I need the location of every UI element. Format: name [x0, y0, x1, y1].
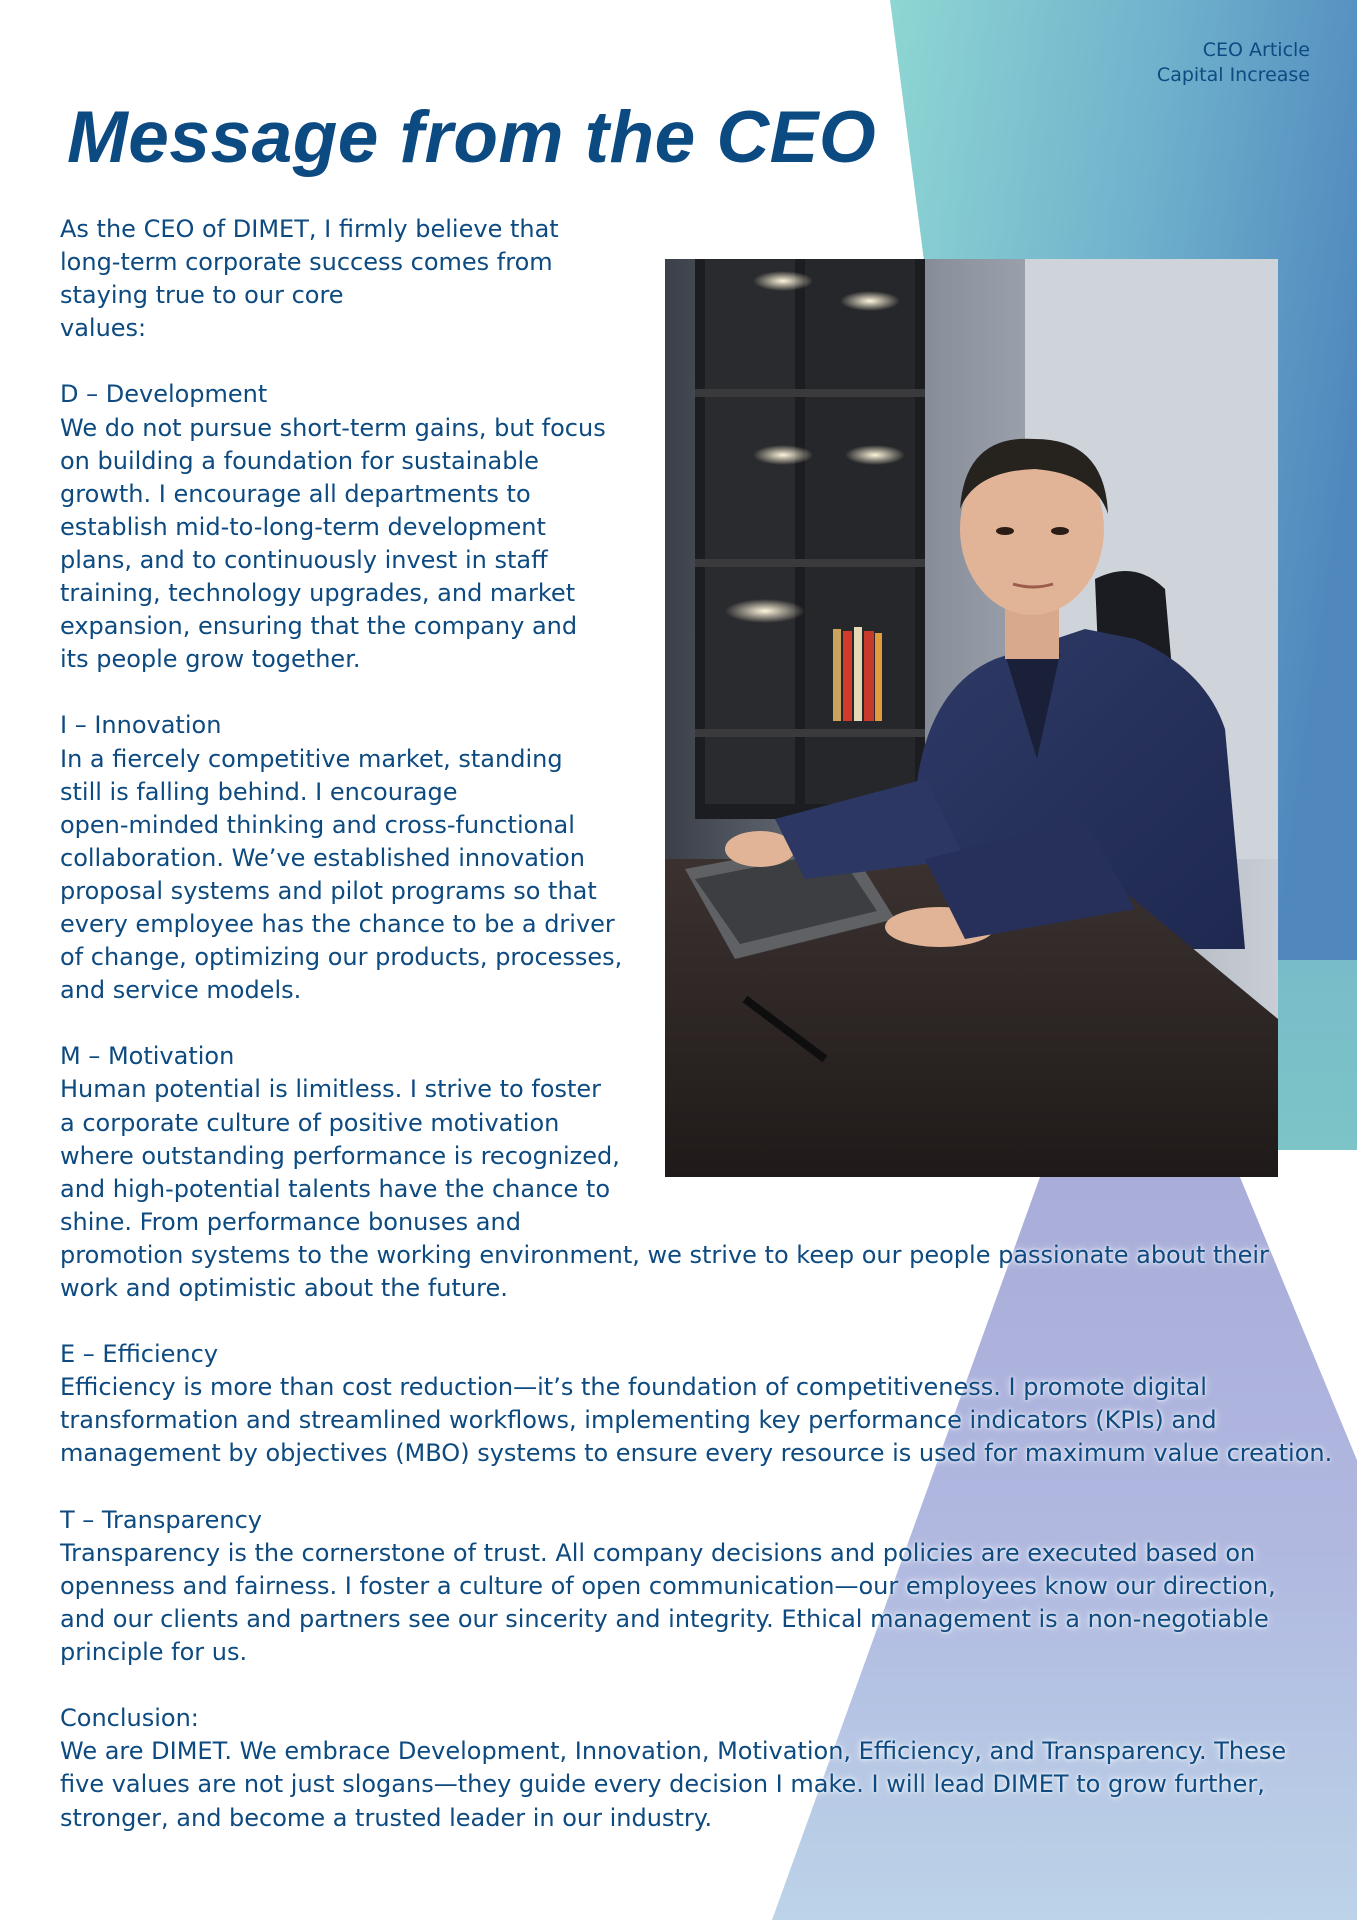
section-line: of change, optimizing our products, processes, — [60, 943, 623, 972]
header-tag-capital-increase: Capital Increase — [1156, 64, 1310, 86]
section-motivation — [60, 1040, 1332, 1305]
intro-line: values: — [60, 314, 147, 343]
header-tags — [1157, 38, 1310, 88]
section-efficiency — [60, 1338, 1332, 1470]
section-line: and high-potential talents have the chance to — [60, 1174, 610, 1203]
section-line: We do not pursue short-term gains, but focus — [60, 413, 606, 442]
section-line: plans, and to continuously invest in staff — [60, 545, 548, 574]
section-line: open-minded thinking and cross-functional — [60, 810, 575, 839]
section-line: Transparency is the cornerstone of trust. All company decisions and policies are executed based on — [60, 1538, 1256, 1567]
section-line: Human potential is limitless. I strive to foster — [60, 1075, 602, 1104]
section-line: proposal systems and pilot programs so that — [60, 876, 597, 905]
section-line: openness and fairness. I foster a culture of open communication—our employees know our direction, — [60, 1571, 1276, 1600]
section-line: principle for us. — [60, 1638, 248, 1667]
intro-line: staying true to our core — [60, 281, 344, 310]
section-line: expansion, ensuring that the company and — [60, 612, 578, 641]
section-line: still is falling behind. I encourage — [60, 777, 458, 806]
section-transparency — [60, 1504, 1332, 1669]
intro-line: As the CEO of DIMET, I firmly believe that — [60, 215, 559, 243]
section-line: where outstanding performance is recognized, — [60, 1141, 620, 1170]
section-heading: Conclusion: — [60, 1704, 199, 1733]
section-line: and service models. — [60, 976, 302, 1005]
section-heading: M – Motivation — [60, 1042, 235, 1071]
section-line: collaboration. We’ve established innovation — [60, 843, 585, 872]
section-line: management by objectives (MBO) systems to ensure every resource is used for maximum value creation. — [60, 1439, 1333, 1468]
header-tag-ceo-article: CEO Article — [1202, 39, 1310, 61]
section-line: We are DIMET. We embrace Development, Innovation, Motivation, Efficiency, and Transparency. These — [60, 1737, 1287, 1766]
section-line: and our clients and partners see our sincerity and integrity. Ethical management is a non-negotiable — [60, 1604, 1269, 1633]
section-line: every employee has the chance to be a driver — [60, 909, 615, 938]
section-line: transformation and streamlined workflows, implementing key performance indicators (KPIs) and — [60, 1406, 1217, 1435]
section-line: promotion systems to the working environment, we strive to keep our people passionate about their — [60, 1240, 1269, 1269]
section-heading: D – Development — [60, 380, 268, 409]
section-line: stronger, and become a trusted leader in our industry. — [60, 1803, 713, 1832]
section-line: training, technology upgrades, and market — [60, 579, 576, 608]
article-body — [60, 213, 1332, 1835]
section-development — [60, 378, 1332, 676]
section-line: growth. I encourage all departments to — [60, 479, 531, 508]
section-innovation — [60, 709, 1332, 1007]
section-heading: T – Transparency — [60, 1505, 262, 1534]
section-heading: I – Innovation — [60, 711, 222, 740]
section-line: In a fiercely competitive market, standing — [60, 744, 563, 773]
section-line: shine. From performance bonuses and — [60, 1207, 521, 1236]
page-title: Message from the CEO — [67, 97, 877, 178]
section-line: establish mid-to-long-term development — [60, 512, 546, 541]
section-conclusion — [60, 1702, 1332, 1834]
section-line: on building a foundation for sustainable — [60, 446, 539, 475]
section-line: a corporate culture of positive motivation — [60, 1108, 560, 1137]
section-line: its people grow together. — [60, 645, 361, 674]
section-line: work and optimistic about the future. — [60, 1274, 508, 1302]
intro-paragraph — [60, 213, 1332, 345]
section-line: five values are not just slogans—they guide every decision I make. I will lead DIMET to grow further, — [60, 1770, 1265, 1799]
intro-line: long-term corporate success comes from — [60, 248, 553, 277]
section-line: Efficiency is more than cost reduction—it’s the foundation of competitiveness. I promote digital — [60, 1373, 1207, 1402]
section-heading: E – Efficiency — [60, 1340, 219, 1369]
